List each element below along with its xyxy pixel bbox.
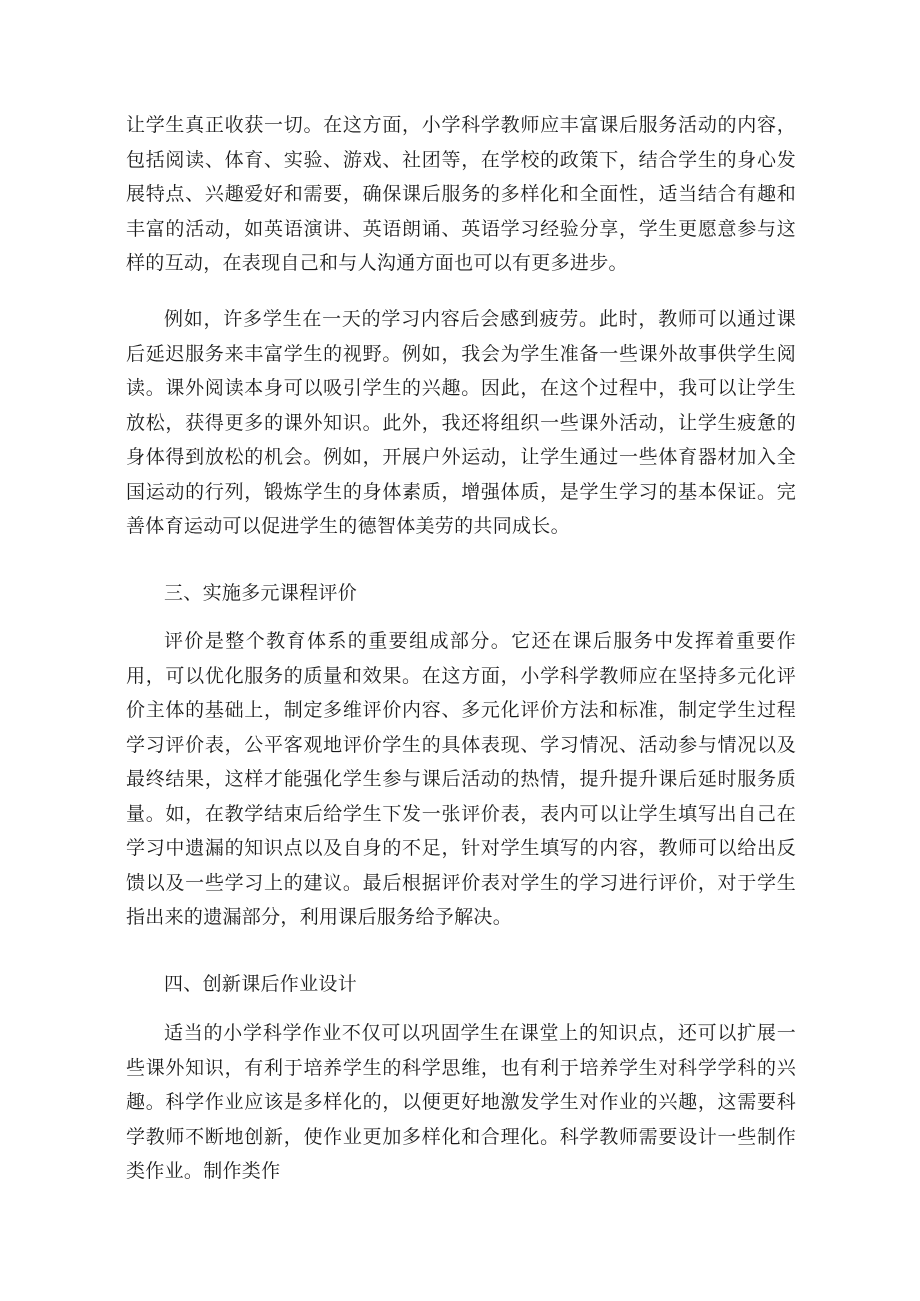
paragraph-continuation: 让学生真正收获一切。在这方面，小学科学教师应丰富课后服务活动的内容，包括阅读、体育、实验、游戏、社团等，在学校的政策下，结合学生的身心发展特点、兴趣爱好和需要，确保课后服务的多样化和全面性，适当结合有趣和丰富的活动，如英语演讲、英语朗诵、英语学习经验分享，学生更愿意参与这样的互动，在表现自己和与人沟通方面也可以有更多进步。 xyxy=(126,114,796,274)
paragraph-example-fatigue: 例如，许多学生在一天的学习内容后会感到疲劳。此时，教师可以通过课后延迟服务来丰富学生的视野。例如，我会为学生准备一些课外故事供学生阅读。课外阅读本身可以吸引学生的兴趣。因此，在这个过程中，我可以让学生放松，获得更多的课外知识。此外，我还将组织一些课外活动，让学生疲惫的身体得到放松的机会。例如，开展户外运动，让学生通过一些体育器材加入全国运动的行列，锻炼学生的身体素质，增强体质，是学生学习的基本保证。完善体育运动可以促进学生的德智体美劳的共同成长。 xyxy=(126,308,796,537)
paragraph-evaluation: 评价是整个教育体系的重要组成部分。它还在课后服务中发挥着重要作用，可以优化服务的质量和效果。在这方面，小学科学教师应在坚持多元化评价主体的基础上，制定多维评价内容、多元化评价方法和标准，制定学生过程学习评价表，公平客观地评价学生的具体表现、学习情况、活动参与情况以及最终结果，这样才能强化学生参与课后活动的热情，提升提升课后延时服务质量。如，在教学结束后给学生下发一张评价表，表内可以让学生填写出自己在学习中遗漏的知识点以及自身的不足，针对学生填写的内容，教师可以给出反馈以及一些学习上的建议。最后根据评价表对学生的学习进行评价，对于学生指出来的遗漏部分，利用课后服务给予解决。 xyxy=(126,630,796,928)
paragraph-homework-design: 适当的小学科学作业不仅可以巩固学生在课堂上的知识点，还可以扩展一些课外知识，有利于培养学生的科学思维，也有利于培养学生对科学学科的兴趣。科学作业应该是多样化的，以便更好地激发学生对作业的兴趣，这需要科学教师不断地创新，使作业更加多样化和合理化。科学教师需要设计一些制作类作业。制作类作 xyxy=(126,1022,796,1182)
section-heading-4: 四、创新课后作业设计 xyxy=(164,973,358,995)
section-heading-3: 三、实施多元课程评价 xyxy=(164,582,358,604)
